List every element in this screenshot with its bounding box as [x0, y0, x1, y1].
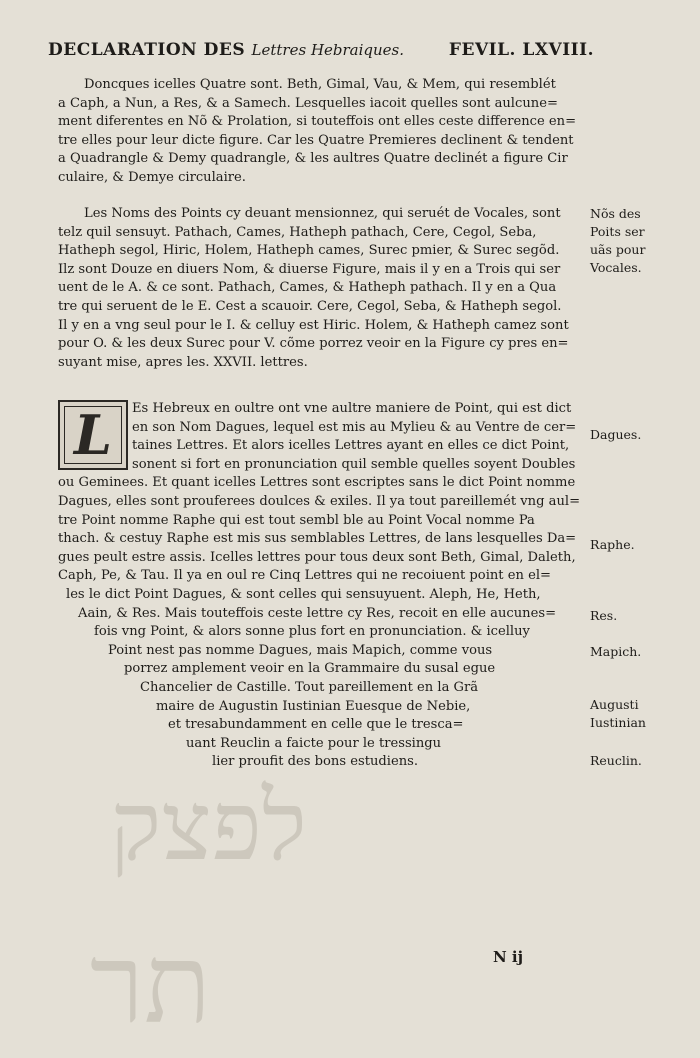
text-line: Doncques icelles Quatre sont. Beth, Gimal, Vau, & Mem, qui resemblét [84, 77, 556, 92]
margin-note-reuclin: Reuclin. [590, 753, 642, 768]
text-line: en son Nom Dagues, lequel est mis au Mylieu & au Ventre de cer= [132, 419, 577, 435]
text-line: a Quadrangle & Demy quadrangle, & les aultres Quatre declinét a figure Cir [58, 151, 568, 167]
text-line: sonent si fort en pronunciation quil semble quelles soyent Doubles [132, 456, 576, 472]
text-line: tre qui seruent de le E. Cest a scauoir. Cere, Cegol, Seba, & Hatheph segol. [58, 298, 562, 314]
text-line: Es Hebreux en oultre ont vne aultre maniere de Point, qui est dict [132, 401, 572, 416]
text-line: thach. & cestuy Raphe est mis sus semblables Lettres, de lans lesquelles Da= [58, 531, 577, 547]
text-line: Hatheph segol, Hiric, Holem, Hatheph cames, Surec pmier, & Surec segõd. [58, 243, 560, 259]
margin-note-res: Res. [590, 608, 618, 623]
text-line: Caph, Pe, & Tau. Il ya en oul re Cinq Lettres qui ne recoiuent point en el= [58, 568, 551, 584]
decorated-initial [58, 400, 128, 470]
text-line: pour O. & les deux Surec pour V. cõme porrez veoir en la Figure cy pres en= [58, 336, 569, 352]
text-line: uant Reuclin a faicte pour le tressingu [186, 735, 442, 751]
paragraph-quatre-lettres [58, 76, 584, 188]
text-line: uent de le A. & ce sont. Pathach, Cames, & Hatheph pathach. Il y en a Qua [58, 280, 557, 296]
text-line: Dagues, elles sont prouferees doulces & exiles. Il ya tout pareillemét vng aul= [58, 493, 581, 509]
paragraph-dagues [58, 400, 584, 772]
text-line: porrez amplement veoir en la Grammaire du susal egue [124, 661, 496, 677]
text-line: telz quil sensuyt. Pathach, Cames, Hatheph pathach, Cere, Cegol, Seba, [58, 224, 537, 240]
paragraph-noms-des-points [58, 205, 584, 372]
margin-note-raphe: Raphe. [590, 537, 635, 552]
text-line: Chancelier de Castille. Tout pareillement en la Grã [140, 679, 479, 695]
text-line: ou Geminees. Et quant icelles Lettres sont escriptes sans le dict Point nomme [58, 475, 576, 491]
text-line: les le dict Point Dagues, & sont celles qui sensuyuent. Aleph, He, Heth, [66, 586, 541, 602]
text-line: fois vng Point, & alors sonne plus fort en pronunciation. & icelluy [94, 624, 530, 640]
text-line: Il y en a vng seul pour le I. & celluy est Hiric. Holem, & Hatheph camez sont [58, 317, 569, 333]
initial-letter: L [74, 402, 112, 467]
margin-note-points [590, 205, 690, 277]
margin-note-line: Iustinian [590, 715, 646, 730]
text-line: Les Noms des Points cy deuant mensionnez, qui seruét de Vocales, sont [84, 206, 561, 221]
margin-note-line: Nõs des [590, 206, 641, 221]
header-subtitle: Lettres Hebraiques. [251, 41, 405, 59]
text-line: a Caph, a Nun, a Res, & a Samech. Lesquelles iacoit quelles sont aulcune= [58, 95, 558, 111]
margin-note-dagues: Dagues. [590, 427, 642, 442]
text-line: taines Lettres. Et alors icelles Lettres ayant en elles ce dict Point, [132, 438, 570, 454]
text-line: ment diferentes en Nõ & Prolation, si touteffois ont elles ceste difference en= [58, 114, 577, 130]
margin-note-line: Poits ser [590, 224, 645, 239]
running-header [48, 40, 594, 60]
text-line: tre Point nomme Raphe qui est tout sembl ble au Point Vocal nomme Pa [58, 512, 535, 528]
header-title: DECLARATION DES [48, 40, 246, 60]
text-line: culaire, & Demye circulaire. [58, 169, 246, 185]
text-line: gues peult estre assis. Icelles lettres pour tous deux sont Beth, Gimal, Daleth, [58, 549, 576, 565]
page-signature: N ij [493, 948, 524, 966]
margin-note-mapich: Mapich. [590, 644, 642, 659]
margin-note-line: Vocales. [590, 260, 642, 275]
text-line: suyant mise, apres les. XXVII. lettres. [58, 354, 308, 370]
text-line: maire de Augustin Iustinian Euesque de Nebie, [156, 698, 471, 714]
text-line: et tresabundamment en celle que le tresca= [168, 717, 464, 733]
text-line: lier proufit des bons estudiens. [212, 754, 419, 770]
text-line: Aain, & Res. Mais touteffois ceste lettre cy Res, recoit en elle aucunes= [78, 605, 557, 621]
text-line: Point nest pas nomme Dagues, mais Mapich, comme vous [108, 642, 493, 658]
margin-note-augustin [590, 696, 690, 732]
header-folio: FEVIL. LXVIII. [448, 40, 594, 60]
bleed-through-shape: לפצק [110, 770, 307, 882]
bleed-through-shape: תר [90, 920, 212, 1048]
text-line: tre elles pour leur dicte figure. Car les Quatre Premieres declinent & tendent [58, 132, 574, 148]
margin-note-line: Augusti [590, 697, 639, 712]
text-line: Ilz sont Douze en diuers Nom, & diuerse Figure, mais il y en a Trois qui ser [58, 261, 561, 277]
margin-note-line: uãs pour [590, 242, 646, 257]
